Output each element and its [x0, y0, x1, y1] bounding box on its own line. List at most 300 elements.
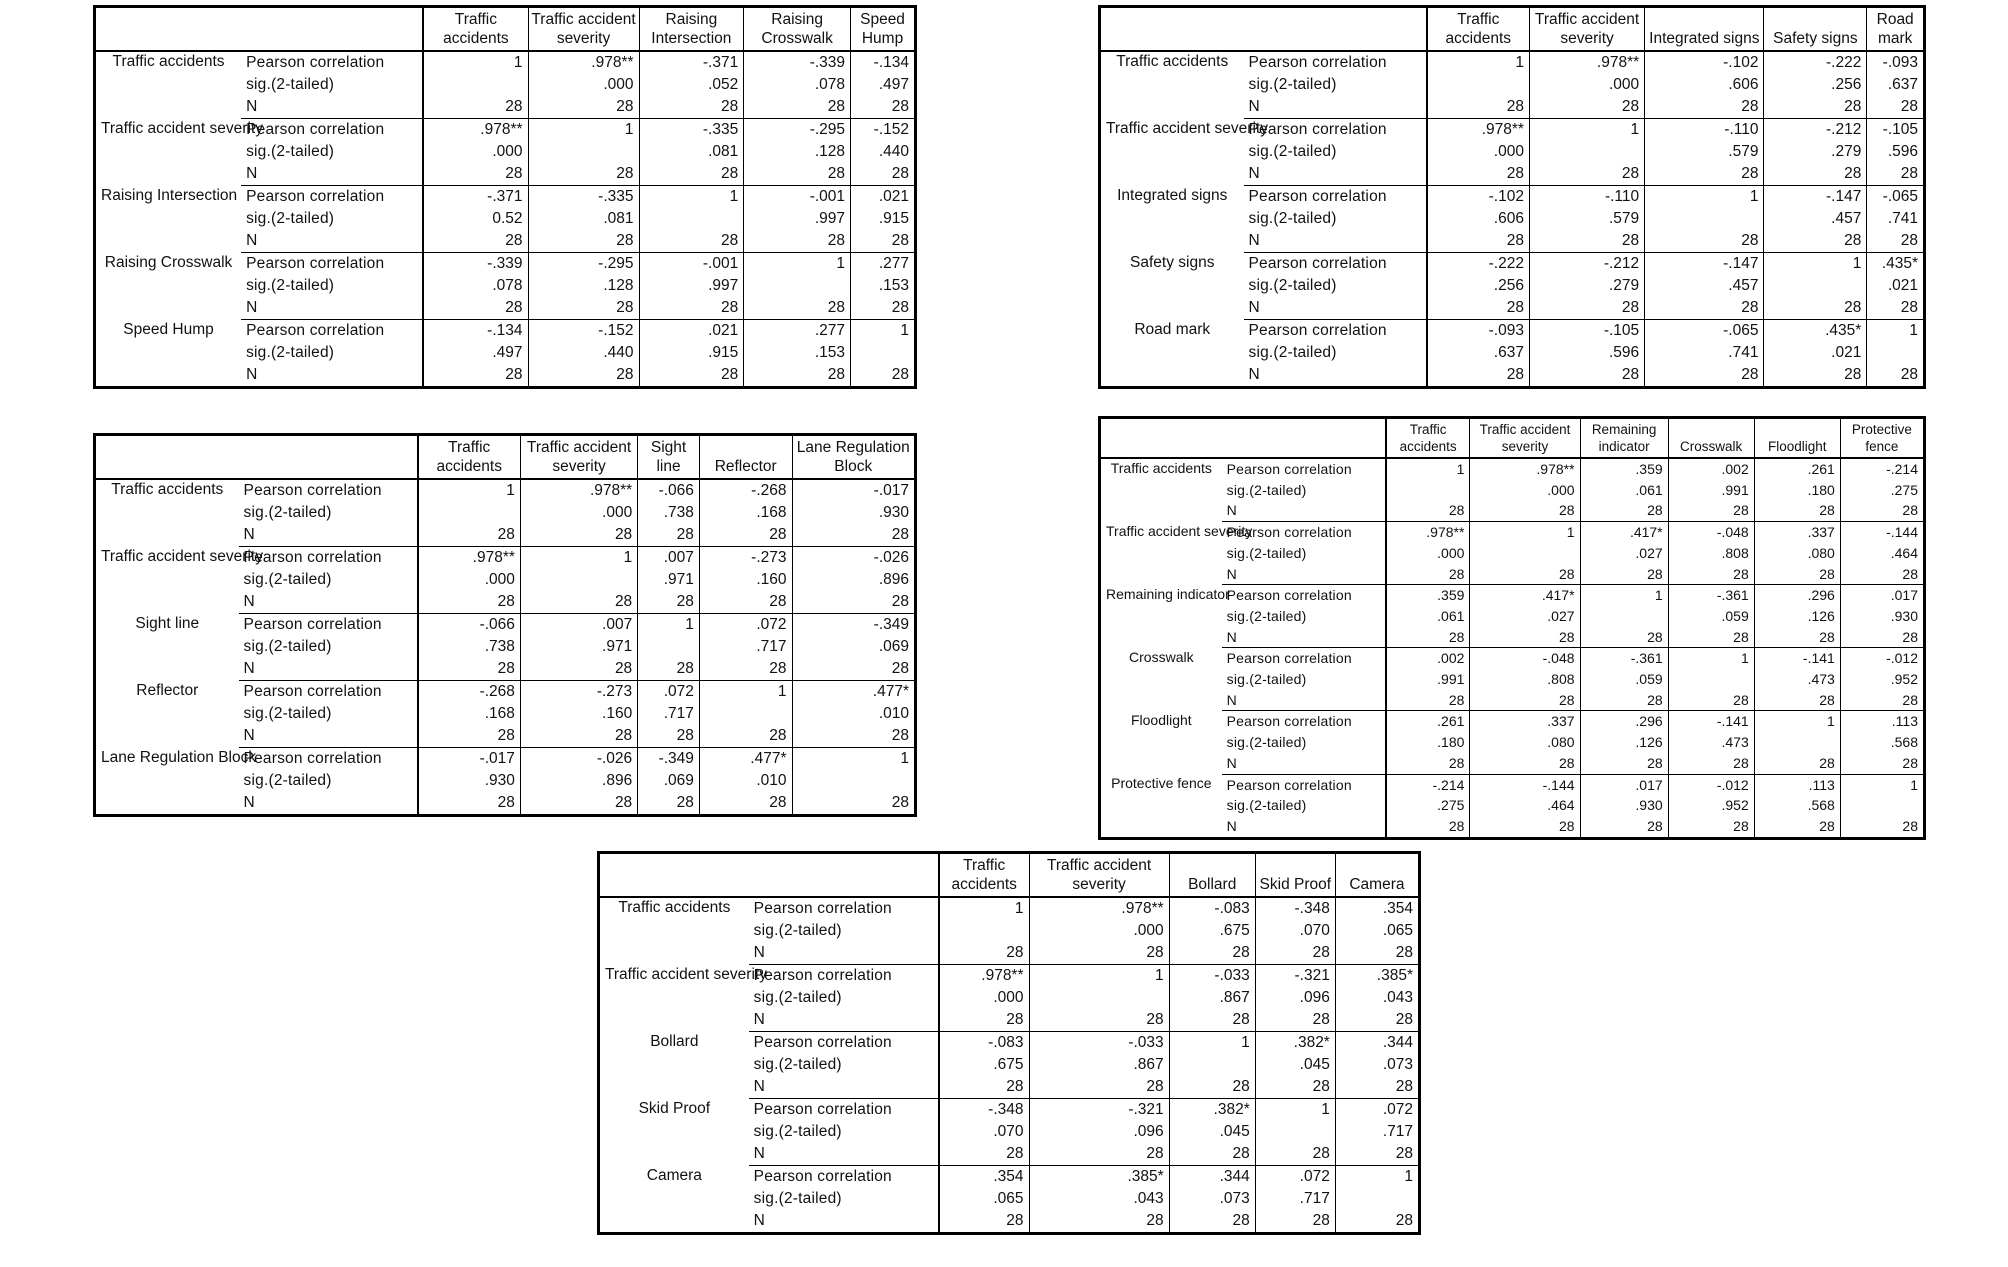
value-cell: 28 — [1470, 627, 1580, 648]
statistic-label: N — [749, 1143, 939, 1166]
table-row — [1100, 500, 1925, 521]
value-cell: 28 — [792, 591, 916, 614]
value-cell: .045 — [1169, 1121, 1255, 1143]
statistic-label: N — [1244, 230, 1427, 253]
value-cell: 28 — [639, 96, 744, 119]
value-cell — [1840, 795, 1924, 816]
value-cell: 28 — [1427, 364, 1530, 388]
value-cell: -.339 — [423, 253, 528, 276]
statistic-label: Pearson correlation — [243, 616, 382, 633]
value-cell: .930 — [792, 502, 916, 524]
value-cell: .971 — [638, 569, 700, 591]
value-cell: 28 — [1427, 163, 1530, 186]
value-cell: .930 — [418, 770, 521, 792]
variable-label: Road mark — [1134, 320, 1211, 338]
variable-label: Integrated signs — [1117, 186, 1228, 204]
value-cell: -.348 — [1255, 897, 1335, 920]
value-cell: 28 — [939, 1210, 1029, 1234]
column-header: Floodlight — [1754, 418, 1840, 459]
value-cell: 28 — [418, 524, 521, 547]
value-cell: .000 — [1470, 480, 1580, 501]
value-cell: -.371 — [639, 51, 744, 74]
statistic-label: sig.(2-tailed) — [243, 571, 332, 588]
value-cell: .277 — [744, 320, 851, 343]
table-row — [1100, 51, 1925, 74]
value-cell: 28 — [423, 163, 528, 186]
value-cell: 1 — [1754, 711, 1840, 732]
table-row — [95, 253, 916, 276]
value-cell: .997 — [744, 208, 851, 230]
statistic-label: sig.(2-tailed) — [1226, 481, 1307, 498]
value-cell: .435* — [1867, 253, 1925, 276]
value-cell: 28 — [939, 1009, 1029, 1032]
value-cell: .296 — [1754, 585, 1840, 606]
value-cell: .279 — [1764, 141, 1867, 163]
statistic-label: N — [241, 163, 423, 186]
column-header: Traffic accidents — [1427, 7, 1530, 52]
value-cell: .070 — [1255, 920, 1335, 942]
header-row — [95, 435, 916, 480]
value-cell: -.141 — [1668, 711, 1754, 732]
statistic-label: Pearson correlation — [1248, 54, 1387, 71]
value-cell: 28 — [423, 96, 528, 119]
value-cell: -.144 — [1470, 774, 1580, 795]
statistic-label: Pearson correlation — [1226, 650, 1352, 667]
value-cell: 28 — [1029, 1143, 1169, 1166]
value-cell: -.268 — [418, 681, 521, 704]
value-cell: -.214 — [1386, 774, 1470, 795]
column-header: Safety signs — [1764, 7, 1867, 52]
statistic-label: sig.(2-tailed) — [753, 922, 842, 939]
value-cell — [1645, 208, 1764, 230]
value-cell: 1 — [699, 681, 792, 704]
variable-label: Raising Crosswalk — [104, 253, 233, 271]
statistic-label: N — [1244, 96, 1427, 119]
value-cell: .952 — [1840, 669, 1924, 690]
variable-label: Raising Intersection — [101, 186, 238, 204]
value-cell: -.105 — [1867, 119, 1925, 142]
corner-cell — [1100, 7, 1427, 52]
column-header: Traffic accident severity — [1470, 418, 1580, 459]
value-cell: 28 — [1668, 690, 1754, 711]
value-cell: .017 — [1580, 774, 1668, 795]
correlation-table-5 — [597, 851, 1421, 1235]
value-cell: 28 — [423, 230, 528, 253]
statistic-label: sig.(2-tailed) — [1226, 671, 1307, 688]
value-cell — [1867, 342, 1925, 364]
value-cell — [851, 342, 916, 364]
value-cell: -.083 — [1169, 897, 1255, 920]
value-cell: .473 — [1754, 669, 1840, 690]
value-cell: .978** — [423, 119, 528, 142]
statistic-label: N — [749, 942, 939, 965]
value-cell: 1 — [418, 479, 521, 502]
value-cell: 28 — [639, 163, 744, 186]
value-cell: 28 — [638, 591, 700, 614]
value-cell: .275 — [1386, 795, 1470, 816]
value-cell: 1 — [1529, 119, 1644, 142]
variable-label: Traffic accidents — [1116, 53, 1229, 70]
corner-cell — [95, 7, 424, 52]
statistic-label: Pearson correlation — [1226, 461, 1352, 477]
value-cell: 28 — [1645, 297, 1764, 320]
value-cell — [1335, 1188, 1419, 1210]
value-cell: 28 — [1668, 564, 1754, 585]
variable-label: Floodlight — [1130, 711, 1192, 728]
value-cell: -.273 — [699, 547, 792, 570]
value-cell: .717 — [638, 703, 700, 725]
statistic-label: N — [243, 794, 255, 811]
value-cell: 1 — [1470, 522, 1580, 543]
statistic-label: sig.(2-tailed) — [753, 1056, 842, 1073]
value-cell: 28 — [1335, 942, 1419, 965]
table-row — [599, 1099, 1420, 1122]
statistic-label: sig.(2-tailed) — [246, 344, 335, 361]
value-cell: 28 — [520, 792, 637, 816]
value-cell: 1 — [639, 186, 744, 209]
value-cell: 1 — [528, 119, 639, 142]
value-cell: .978** — [1427, 119, 1530, 142]
value-cell: 28 — [851, 230, 916, 253]
value-cell: -.083 — [939, 1032, 1029, 1055]
value-cell: .128 — [528, 275, 639, 297]
table-row — [95, 186, 916, 209]
statistic-label: sig.(2-tailed) — [1248, 277, 1337, 294]
value-cell: .126 — [1754, 606, 1840, 627]
corner-cell — [95, 435, 418, 480]
value-cell: .978** — [528, 51, 639, 74]
value-cell: .168 — [699, 502, 792, 524]
value-cell: .061 — [1580, 480, 1668, 501]
value-cell: -.212 — [1764, 119, 1867, 142]
statistic-label: sig.(2-tailed) — [753, 1190, 842, 1207]
value-cell: 28 — [1169, 1210, 1255, 1234]
value-cell: .021 — [639, 320, 744, 343]
value-cell: .080 — [1754, 543, 1840, 564]
statistic-label: N — [1222, 690, 1386, 711]
value-cell: 1 — [423, 51, 528, 74]
value-cell: .153 — [851, 275, 916, 297]
statistic-label: N — [239, 658, 418, 681]
value-cell: .675 — [1169, 920, 1255, 942]
value-cell: 28 — [1029, 1210, 1169, 1234]
value-cell: .000 — [939, 987, 1029, 1009]
value-cell: -.295 — [528, 253, 639, 276]
value-cell: .096 — [1255, 987, 1335, 1009]
value-cell: 28 — [1840, 816, 1924, 838]
value-cell: -.066 — [418, 614, 521, 637]
value-cell — [1255, 1121, 1335, 1143]
variable-label: Bollard — [650, 1032, 699, 1050]
table-row — [1100, 774, 1925, 795]
value-cell: 28 — [423, 297, 528, 320]
table-row — [1100, 119, 1925, 142]
value-cell: -.017 — [418, 748, 521, 771]
value-cell: 28 — [638, 725, 700, 748]
variable-label: Protective fence — [1111, 775, 1212, 792]
value-cell: -.339 — [744, 51, 851, 74]
value-cell: 28 — [418, 792, 521, 816]
value-cell: 1 — [1335, 1166, 1419, 1189]
statistic-label: N — [239, 524, 418, 547]
value-cell: .070 — [939, 1121, 1029, 1143]
statistic-label: N — [241, 96, 423, 119]
value-cell — [1754, 732, 1840, 753]
value-cell — [520, 569, 637, 591]
value-cell: 28 — [528, 230, 639, 253]
statistic-label: sig.(2-tailed) — [1226, 734, 1307, 751]
value-cell: -.093 — [1427, 320, 1530, 343]
value-cell: 28 — [1255, 942, 1335, 965]
value-cell: .417* — [1470, 585, 1580, 606]
value-cell: 1 — [1029, 965, 1169, 988]
value-cell: 1 — [1645, 186, 1764, 209]
value-cell: .930 — [1580, 795, 1668, 816]
table-row — [1100, 627, 1925, 648]
value-cell: 28 — [520, 524, 637, 547]
value-cell: -.295 — [744, 119, 851, 142]
value-cell: .738 — [638, 502, 700, 524]
table-row — [1100, 543, 1925, 564]
value-cell: .359 — [1580, 458, 1668, 480]
value-cell: .002 — [1668, 458, 1754, 480]
value-cell: .971 — [520, 636, 637, 658]
value-cell: .440 — [528, 342, 639, 364]
value-cell — [1169, 1054, 1255, 1076]
statistic-label: Pearson correlation — [1248, 188, 1387, 205]
value-cell: 28 — [939, 942, 1029, 965]
value-cell: .000 — [520, 502, 637, 524]
value-cell: 28 — [1645, 230, 1764, 253]
value-cell: -.033 — [1029, 1032, 1169, 1055]
table-row — [1100, 564, 1925, 585]
value-cell: 28 — [1668, 816, 1754, 838]
value-cell: 28 — [1764, 230, 1867, 253]
value-cell: .072 — [638, 681, 700, 704]
value-cell: -.321 — [1255, 965, 1335, 988]
value-cell: .168 — [418, 703, 521, 725]
value-cell: 28 — [1029, 1076, 1169, 1099]
value-cell: -.033 — [1169, 965, 1255, 988]
column-header: Traffic accident severity — [1029, 853, 1169, 898]
statistic-label: N — [749, 1009, 939, 1032]
value-cell: .464 — [1840, 543, 1924, 564]
value-cell: 28 — [1386, 627, 1470, 648]
value-cell: .606 — [1645, 74, 1764, 96]
value-cell: .279 — [1529, 275, 1644, 297]
value-cell: 1 — [1668, 648, 1754, 669]
value-cell: 28 — [699, 658, 792, 681]
value-cell: 28 — [851, 96, 916, 119]
value-cell: .073 — [1335, 1054, 1419, 1076]
table-row — [599, 965, 1420, 988]
value-cell: .978** — [1386, 522, 1470, 543]
variable-label: Traffic accident severity — [1106, 119, 1268, 137]
value-cell — [699, 703, 792, 725]
value-cell: -.026 — [520, 748, 637, 771]
variable-label: Traffic accident severity — [1106, 522, 1253, 539]
table-row — [1100, 585, 1925, 606]
value-cell: 28 — [1645, 96, 1764, 119]
column-header: Protective fence — [1840, 418, 1924, 459]
value-cell: .027 — [1470, 606, 1580, 627]
value-cell: 28 — [1029, 1009, 1169, 1032]
value-cell: 28 — [744, 96, 851, 119]
value-cell: .007 — [638, 547, 700, 570]
column-header: Traffic accident severity — [520, 435, 637, 480]
value-cell: 28 — [1840, 500, 1924, 521]
variable-label: Lane Regulation Block — [101, 748, 257, 766]
value-cell: .180 — [1386, 732, 1470, 753]
value-cell: .080 — [1470, 732, 1580, 753]
value-cell: 28 — [1867, 297, 1925, 320]
statistic-label: sig.(2-tailed) — [246, 143, 335, 160]
value-cell: .915 — [639, 342, 744, 364]
value-cell: .354 — [939, 1166, 1029, 1189]
value-cell: 28 — [744, 297, 851, 320]
value-cell: -.273 — [520, 681, 637, 704]
value-cell: 28 — [1529, 297, 1644, 320]
value-cell: -.001 — [639, 253, 744, 276]
value-cell: 28 — [1754, 500, 1840, 521]
column-header: Crosswalk — [1668, 418, 1754, 459]
value-cell: 28 — [1668, 753, 1754, 774]
value-cell: 28 — [1840, 564, 1924, 585]
value-cell: 28 — [1427, 297, 1530, 320]
value-cell: .113 — [1754, 774, 1840, 795]
value-cell: 28 — [1764, 163, 1867, 186]
value-cell: -.110 — [1645, 119, 1764, 142]
value-cell: .256 — [1764, 74, 1867, 96]
value-cell: 28 — [1764, 96, 1867, 119]
table-row — [1100, 253, 1925, 276]
value-cell: 28 — [1470, 816, 1580, 838]
value-cell: .991 — [1386, 669, 1470, 690]
value-cell: 28 — [1580, 816, 1668, 838]
variable-label: Camera — [646, 1166, 702, 1184]
value-cell: 28 — [1169, 1076, 1255, 1099]
value-cell: 28 — [1529, 163, 1644, 186]
correlation-table-2 — [1098, 5, 1926, 389]
statistic-label: N — [1226, 817, 1237, 834]
value-cell: .000 — [1386, 543, 1470, 564]
value-cell: .078 — [744, 74, 851, 96]
value-cell: 28 — [1580, 690, 1668, 711]
value-cell: .991 — [1668, 480, 1754, 501]
column-header: Integrated signs — [1645, 7, 1764, 52]
header-row — [1100, 7, 1925, 52]
value-cell: .072 — [1255, 1166, 1335, 1189]
value-cell: 28 — [520, 725, 637, 748]
value-cell: .052 — [639, 74, 744, 96]
statistic-label: sig.(2-tailed) — [1226, 544, 1307, 561]
value-cell — [744, 275, 851, 297]
value-cell: .808 — [1470, 669, 1580, 690]
value-cell: -.348 — [939, 1099, 1029, 1122]
column-header: Remaining indicator — [1580, 418, 1668, 459]
value-cell: 28 — [1335, 1210, 1419, 1234]
table-row — [95, 547, 916, 570]
value-cell: 28 — [418, 658, 521, 681]
statistic-label: N — [239, 591, 418, 614]
value-cell — [1386, 480, 1470, 501]
table-row — [1100, 669, 1925, 690]
value-cell: -.321 — [1029, 1099, 1169, 1122]
value-cell: -.001 — [744, 186, 851, 209]
value-cell: .160 — [699, 569, 792, 591]
value-cell: .180 — [1754, 480, 1840, 501]
value-cell: -.349 — [792, 614, 916, 637]
value-cell: 28 — [1169, 1143, 1255, 1166]
value-cell: 28 — [1764, 364, 1867, 388]
value-cell: .997 — [639, 275, 744, 297]
value-cell: .637 — [1867, 74, 1925, 96]
value-cell: -.066 — [638, 479, 700, 502]
value-cell: .896 — [520, 770, 637, 792]
statistic-label: sig.(2-tailed) — [246, 277, 335, 294]
value-cell: 1 — [1427, 51, 1530, 74]
value-cell: -.335 — [528, 186, 639, 209]
value-cell: .385* — [1029, 1166, 1169, 1189]
value-cell: .296 — [1580, 711, 1668, 732]
value-cell: 28 — [1255, 1009, 1335, 1032]
statistic-label: N — [1222, 627, 1386, 648]
corner-cell — [1100, 418, 1386, 459]
value-cell: 28 — [1335, 1076, 1419, 1099]
value-cell: 28 — [1386, 816, 1470, 838]
value-cell: .385* — [1335, 965, 1419, 988]
value-cell: 28 — [1427, 96, 1530, 119]
value-cell: 1 — [851, 320, 916, 343]
variable-label: Traffic accidents — [1110, 460, 1212, 476]
value-cell: .930 — [1840, 606, 1924, 627]
value-cell: 28 — [744, 364, 851, 388]
statistic-label: sig.(2-tailed) — [243, 638, 332, 655]
column-header: Raising Intersection — [639, 7, 744, 52]
value-cell: 28 — [1580, 564, 1668, 585]
statistic-label: sig.(2-tailed) — [1248, 210, 1337, 227]
value-cell: .128 — [744, 141, 851, 163]
statistic-label: N — [1222, 564, 1386, 585]
value-cell: .113 — [1840, 711, 1924, 732]
value-cell: 28 — [1029, 942, 1169, 965]
variable-label: Traffic accidents — [111, 481, 224, 498]
value-cell: .000 — [1529, 74, 1644, 96]
value-cell: .078 — [423, 275, 528, 297]
value-cell: 28 — [1867, 364, 1925, 388]
value-cell: 28 — [1867, 163, 1925, 186]
value-cell: 0.52 — [423, 208, 528, 230]
value-cell: 1 — [1255, 1099, 1335, 1122]
table-row — [95, 51, 916, 74]
value-cell: 28 — [1645, 364, 1764, 388]
column-header: Road mark — [1867, 7, 1925, 52]
value-cell: 28 — [1335, 1143, 1419, 1166]
value-cell: 1 — [744, 253, 851, 276]
value-cell: 28 — [1386, 753, 1470, 774]
value-cell: .275 — [1840, 480, 1924, 501]
value-cell: -.222 — [1427, 253, 1530, 276]
column-header: Traffic accident severity — [528, 7, 639, 52]
value-cell: 28 — [639, 297, 744, 320]
value-cell: .160 — [520, 703, 637, 725]
value-cell — [1668, 669, 1754, 690]
variable-label: Skid Proof — [638, 1099, 711, 1117]
value-cell: .000 — [423, 141, 528, 163]
value-cell: 28 — [1840, 690, 1924, 711]
value-cell: 28 — [744, 163, 851, 186]
value-cell: -.048 — [1668, 522, 1754, 543]
